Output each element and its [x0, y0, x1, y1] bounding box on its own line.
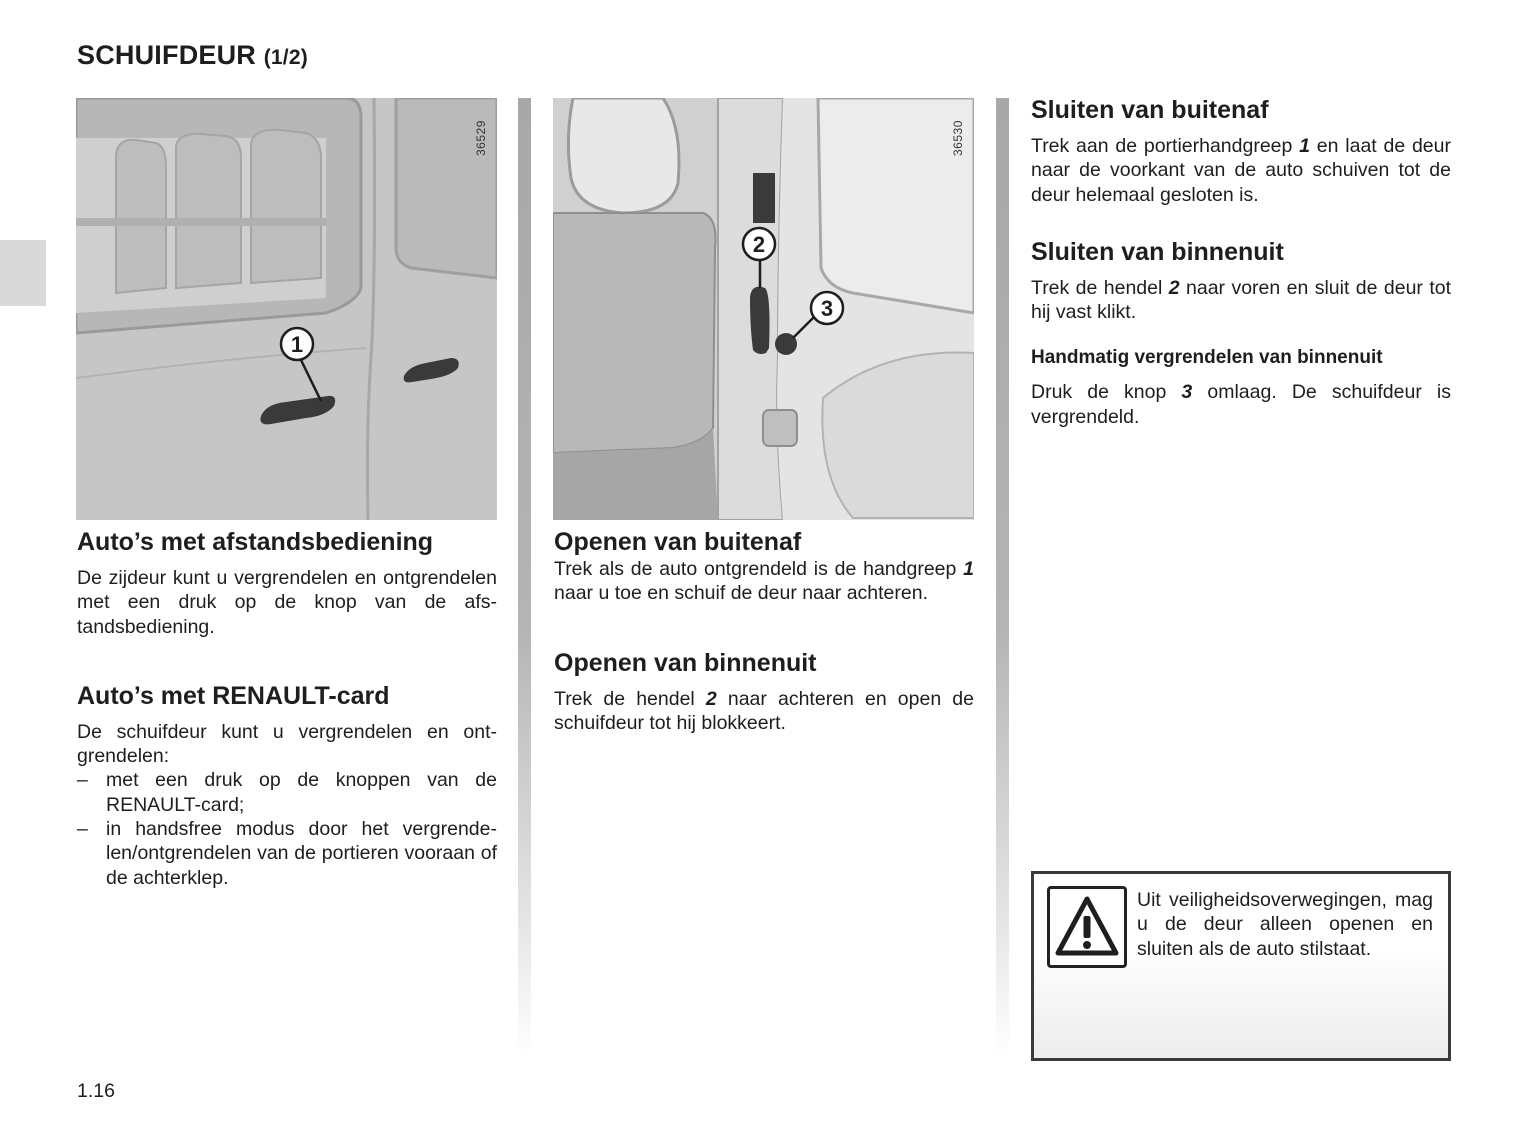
- list-dash: –: [77, 769, 88, 792]
- van-exterior-illustration: [76, 98, 497, 520]
- list-item: [77, 817, 497, 890]
- van-interior-illustration: [553, 98, 974, 520]
- heading-open-inside: Openen van binnenuit: [554, 648, 817, 677]
- callout-ref-1: 1: [1299, 135, 1311, 157]
- text-close-outside: [1031, 134, 1451, 207]
- text-close-inside-pre: Trek de hendel: [1031, 276, 1169, 299]
- figure-code-left: 36529: [474, 120, 488, 156]
- renault-card-list: [77, 768, 497, 889]
- callout-3-label: 3: [820, 296, 834, 321]
- column-middle: [554, 527, 974, 735]
- text-close-inside-post: naar voren en sluit de deur tot hij vast klikt.: [1031, 276, 1452, 324]
- page-title-part: (1/2): [263, 46, 308, 69]
- list-item: [77, 768, 497, 817]
- callout-ref-2: 2: [705, 687, 717, 710]
- text-renault-card: De schuifdeur kunt u vergrendelen en ontgrendelen:: [77, 720, 497, 768]
- callout-1-label: 1: [290, 332, 304, 357]
- text-open-outside-post: naar u toe en schuif de deur naar achteren.: [554, 582, 929, 605]
- text-close-inside: [1031, 276, 1451, 325]
- heading-renault-card: Auto’s met RENAULT-card: [77, 681, 390, 710]
- list-item-text: in handsfree modus door het vergrendelen/ontgrendelen van de portieren vooraan of de achterklep.: [106, 818, 497, 889]
- page-number: 1.16: [77, 1080, 115, 1102]
- column-left: [77, 527, 497, 890]
- figure-sliding-door-exterior: [76, 98, 497, 520]
- text-remote-control: De zijdeur kunt u vergrendelen en ontgrendelen met een druk op de knop van de afstandsbediening.: [77, 567, 497, 638]
- warning-triangle-icon: [1047, 886, 1127, 968]
- heading-close-outside: Sluiten van buitenaf: [1031, 96, 1269, 124]
- figure-sliding-door-interior: [553, 98, 974, 520]
- text-close-outside-post: en laat de deur naar de voorkant van de auto schuiven tot de deur helemaal gesloten is.: [1031, 135, 1451, 206]
- heading-manual-lock: Handmatig vergrendelen van binnenuit: [1031, 347, 1383, 369]
- text-open-inside-post: naar achteren en open de schuifdeur tot hij blokkeert.: [554, 687, 974, 734]
- callout-ref-1: 1: [963, 558, 974, 580]
- callout-ref-3: 3: [1181, 381, 1193, 404]
- column-right: [1031, 95, 1451, 429]
- text-manual-lock-pre: Druk de knop: [1031, 381, 1182, 404]
- callout-ref-2: 2: [1168, 276, 1180, 299]
- text-open-inside: [554, 687, 974, 736]
- column-divider-left: [518, 98, 531, 1058]
- text-close-outside-pre: Trek aan de portierhandgreep: [1031, 135, 1300, 157]
- heading-open-outside: Openen van buitenaf: [554, 528, 802, 556]
- text-open-inside-pre: Trek de hendel: [554, 687, 706, 710]
- text-open-outside: [554, 557, 974, 606]
- page-title-text: SCHUIFDEUR: [77, 40, 257, 70]
- figure-code-middle: 36530: [951, 120, 965, 156]
- text-manual-lock-post: omlaag. De schuifdeur is vergrendeld.: [1031, 381, 1451, 428]
- page-title: [77, 40, 308, 71]
- warning-text: Uit veiligheidsoverwegingen, mag u de deur alleen openen en sluiten als de auto stilstaat.: [1137, 889, 1433, 960]
- column-divider-right: [996, 98, 1009, 1058]
- section-tab-marker: [0, 240, 46, 306]
- heading-close-inside: Sluiten van binnenuit: [1031, 237, 1284, 266]
- heading-remote-control: Auto’s met afstandsbediening: [77, 528, 434, 556]
- safety-warning-box: [1031, 871, 1451, 1061]
- list-dash: –: [77, 818, 88, 841]
- text-open-outside-pre: Trek als de auto ontgrendeld is de handgreep: [554, 558, 964, 580]
- list-item-text: met een druk op de knoppen van de RENAULT-card;: [106, 769, 497, 816]
- callout-2-label: 2: [752, 232, 766, 257]
- text-manual-lock: [1031, 380, 1451, 429]
